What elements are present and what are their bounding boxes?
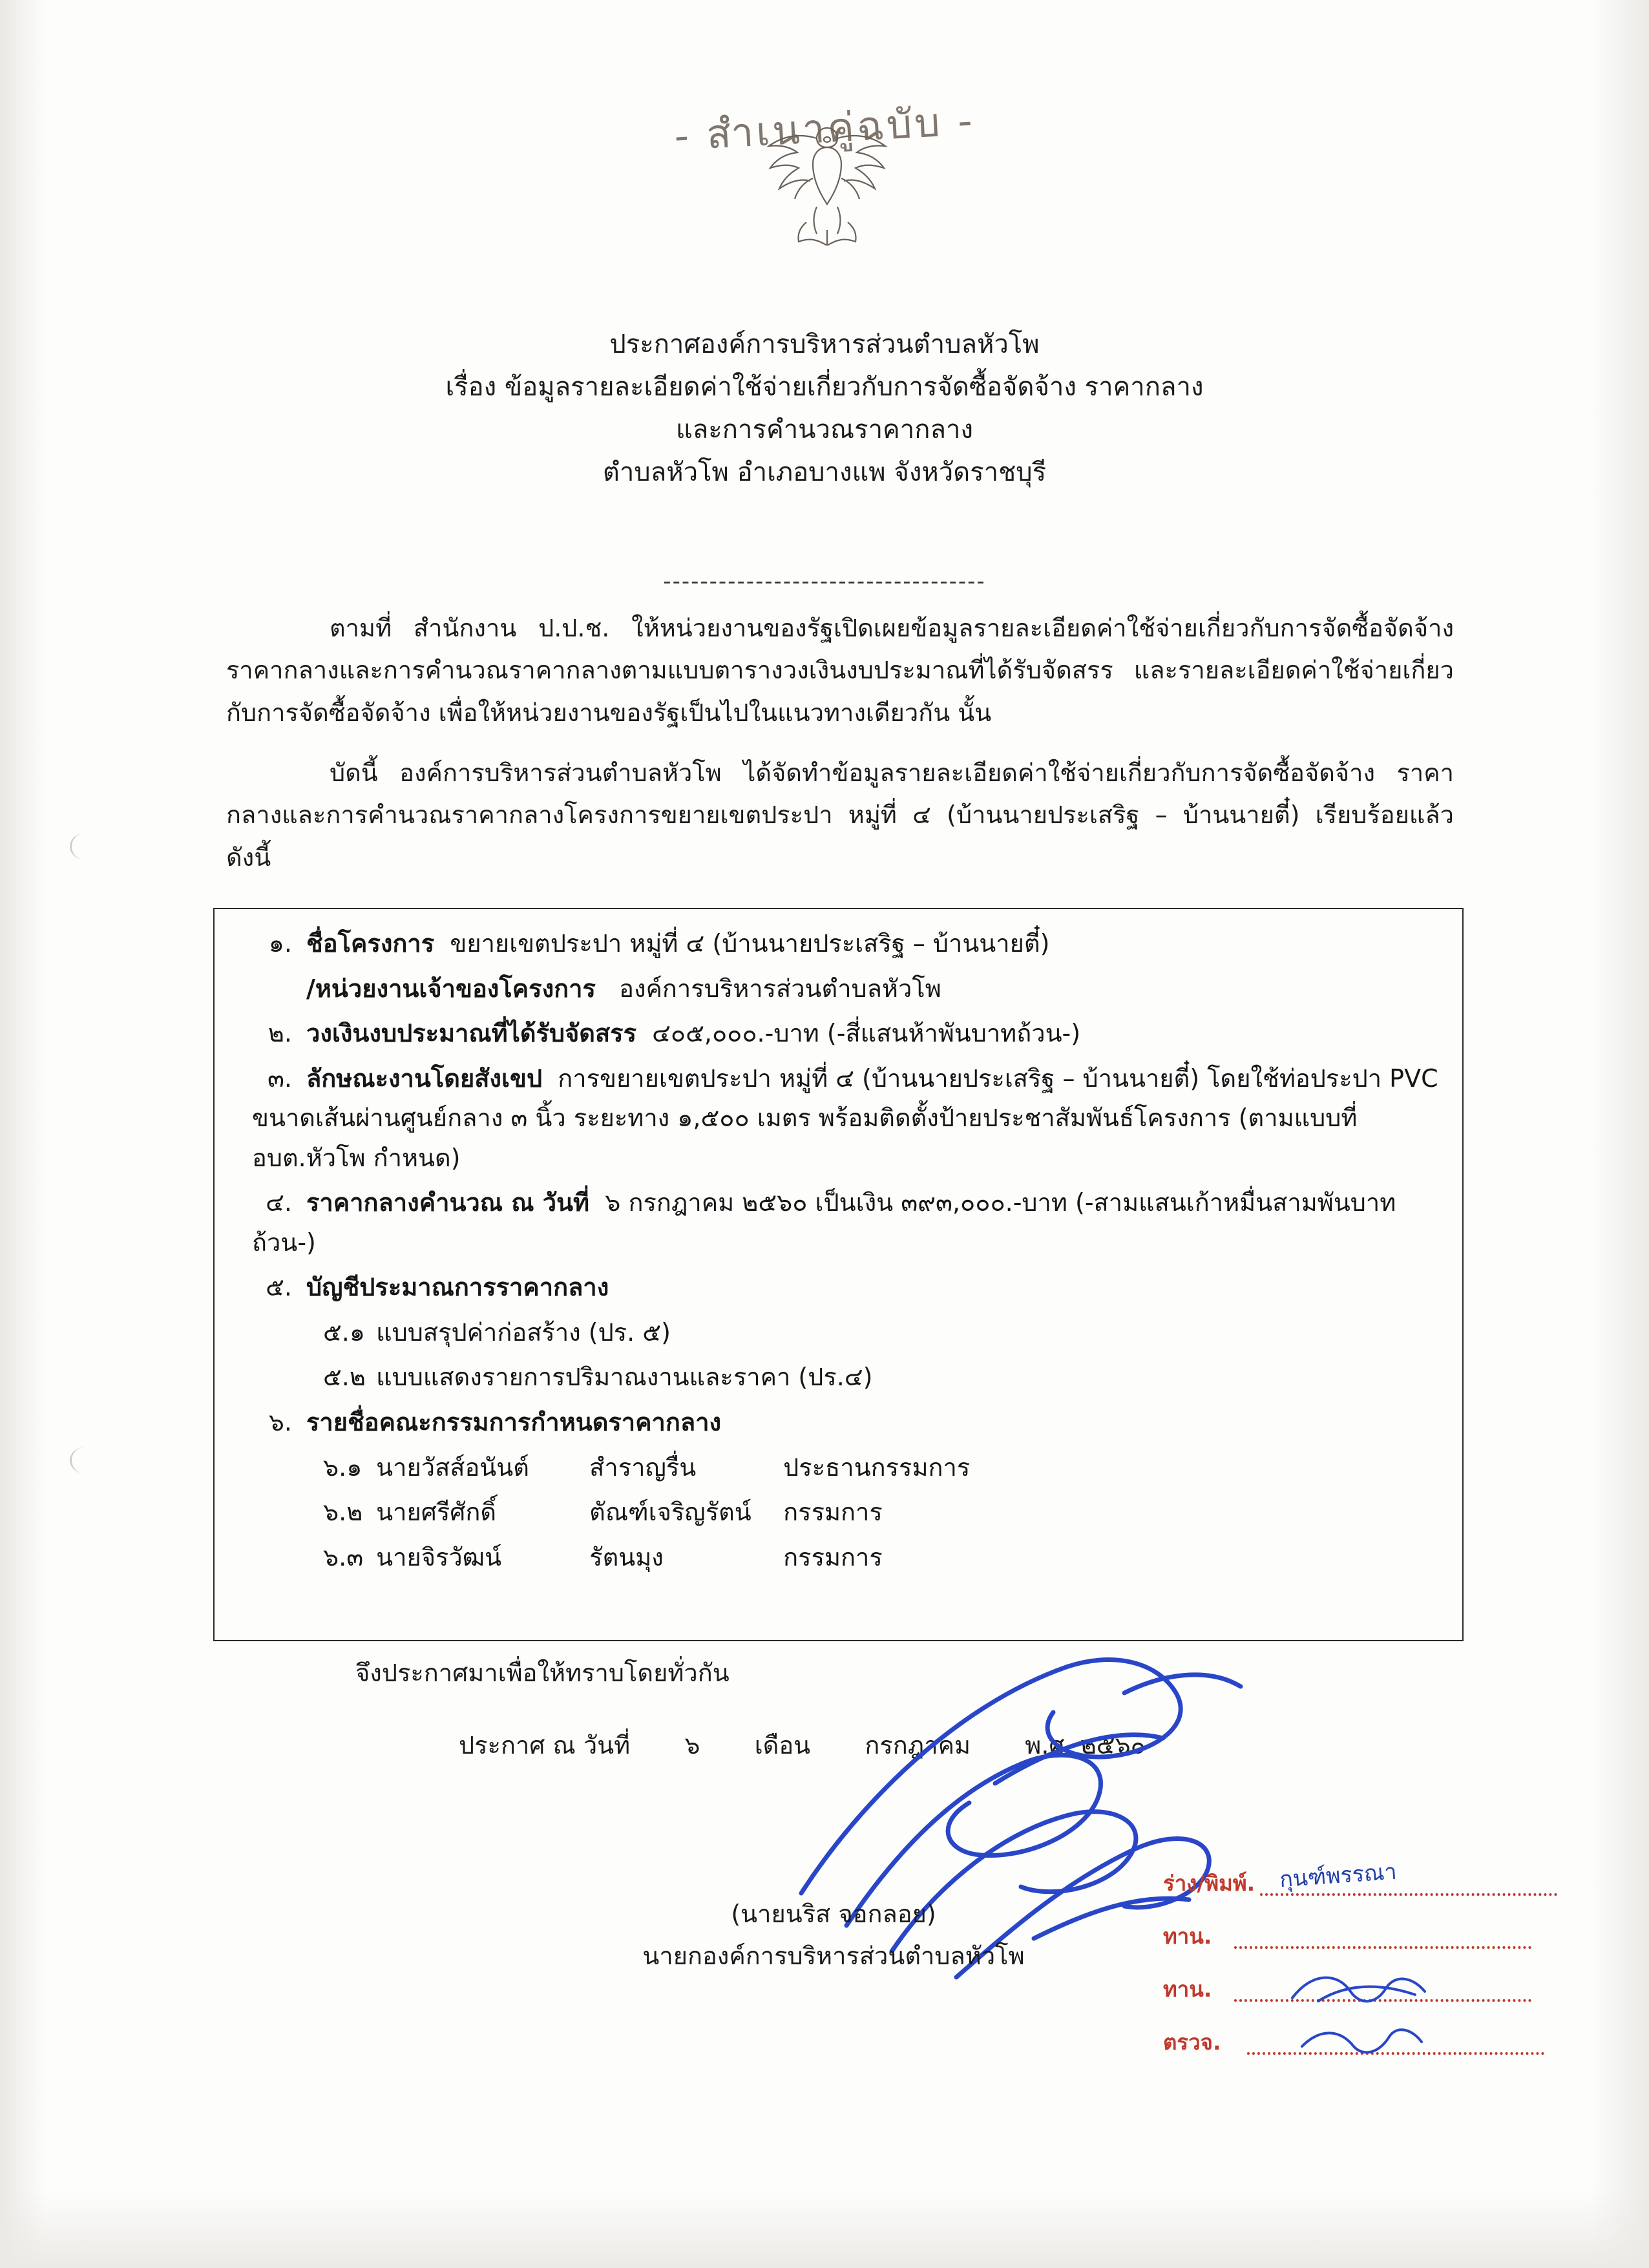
list-item-2 xyxy=(252,1014,1447,1054)
closing-line: จึงประกาศมาเพื่อให้ทราบโดยทั่วกัน xyxy=(355,1659,730,1687)
item-1-label: ชื่อโครงการ xyxy=(306,929,435,958)
header-line-4: ตำบลหัวโพ อำเภอบางแพ จังหวัดราชบุรี xyxy=(602,457,1047,487)
item-6-number: ๖. xyxy=(268,1408,292,1437)
approval-label-verify: ตรวจ. xyxy=(1163,2030,1221,2055)
announce-line xyxy=(459,1723,1441,1767)
approval-row-draft xyxy=(1163,1858,1602,1920)
list-item-6 xyxy=(252,1403,1447,1443)
header-divider: ----------------------------------- xyxy=(663,569,986,594)
committee-row-3 xyxy=(323,1538,1447,1578)
list-item-5 xyxy=(252,1268,1447,1308)
header-line-2: เรื่อง ข้อมูลรายละเอียดค่าใช้จ่ายเกี่ยวกับการจัดซื้อจัดจ้าง ราคากลาง xyxy=(445,372,1204,402)
item-4-number: ๔. xyxy=(266,1188,292,1217)
paragraph-1-text: ตามที่ สำนักงาน ป.ป.ช. ให้หน่วยงานของรัฐเปิดเผยข้อมูลรายละเอียดค่าใช้จ่ายเกี่ยวกับการจัดซื้อจัดจ้าง ราคากลางและการคำนวณราคากลางตามแบบตารางวงเงินงบประมาณที่ได้รับจัดสรร และรายละเอียดค่าใช้จ่ายเกี่ยวกับการจัดซื้อจัดจ้าง เพื่อให้หน่วยงานของรัฐเป็นไปในแนวทางเดียวกัน นั้น xyxy=(226,614,1454,727)
approval-dots xyxy=(1260,1893,1557,1896)
committee-1-number: ๖.๑ xyxy=(323,1453,362,1482)
item-2-number: ๒. xyxy=(268,1019,292,1048)
announce-day: ๖ xyxy=(684,1731,700,1760)
item-2-value: ๔๐๕,๐๐๐.-บาท (-สี่แสนห้าพันบาทถ้วน-) xyxy=(652,1019,1081,1048)
garuda-emblem-icon xyxy=(750,116,905,246)
item-1-owner-value: องค์การบริหารส่วนตำบลหัวโพ xyxy=(619,974,941,1003)
item-5-2-number: ๕.๒ xyxy=(323,1363,366,1392)
hole-punch-mark xyxy=(70,1447,98,1473)
approval-ink-check-2 xyxy=(1279,1966,1447,2014)
item-5-1-number: ๕.๑ xyxy=(323,1318,365,1347)
committee-3-number: ๖.๓ xyxy=(323,1542,364,1571)
approval-dots xyxy=(1234,1946,1531,1949)
approval-ink-verify xyxy=(1292,2017,1434,2066)
approval-label-check-2: ทาน. xyxy=(1163,1977,1212,2002)
header-line-1: ประกาศองค์การบริหารส่วนตำบลหัวโพ xyxy=(609,330,1040,359)
signer-position: นายกองค์การบริหารส่วนตำบลหัวโพ xyxy=(642,1941,1025,1970)
closing-block xyxy=(213,1651,1441,1768)
paragraph-1 xyxy=(226,607,1454,734)
list-item-5-2 xyxy=(323,1358,1447,1398)
committee-1-name: นายวัสส์อนันต์ xyxy=(376,1453,529,1482)
committee-1-surname: สำราญรื่น xyxy=(589,1453,697,1482)
list-item-1 xyxy=(252,924,1447,964)
committee-2-number: ๖.๒ xyxy=(323,1498,363,1527)
committee-3-role: กรรมการ xyxy=(783,1542,883,1571)
committee-row-2 xyxy=(323,1493,1447,1533)
approval-stamp xyxy=(1163,1858,1602,2079)
committee-3-name: นายจิรวัฒน์ xyxy=(376,1542,502,1571)
header-line-3: และการคำนวณราคากลาง xyxy=(676,415,973,445)
signer-name: (นายนริส จอกลอย) xyxy=(731,1900,936,1928)
document-header xyxy=(0,323,1649,494)
document-body xyxy=(226,607,1454,897)
approval-ink-draft: กุนฑ์พรรณา xyxy=(1278,1858,1398,1893)
list-item-5-1 xyxy=(323,1313,1447,1353)
item-3-label: ลักษณะงานโดยสังเขป xyxy=(306,1064,543,1093)
item-1-number: ๑. xyxy=(268,929,292,958)
item-2-label: วงเงินงบประมาณที่ได้รับจัดสรร xyxy=(306,1019,636,1048)
approval-label-draft: ร่าง/พิมพ์. xyxy=(1163,1871,1255,1896)
committee-2-name: นายศรีศักดิ์ xyxy=(376,1498,497,1527)
item-5-2-text: แบบแสดงรายการปริมาณงานและราคา (ปร.๔) xyxy=(376,1363,873,1392)
announce-year: ๒๕๖๐ xyxy=(1080,1731,1146,1760)
committee-2-surname: ตัณฑ์เจริญรัตน์ xyxy=(589,1498,751,1527)
item-6-label: รายชื่อคณะกรรมการกำหนดราคากลาง xyxy=(306,1408,722,1437)
item-4-value: ๖ กรกฎาคม ๒๕๖๐ เป็นเงิน ๓๙๓,๐๐๐.-บาท (-สามแสนเก้าหมื่นสามพันบาทถ้วน-) xyxy=(252,1188,1396,1257)
item-1-value: ขยายเขตประปา หมู่ที่ ๔ (บ้านนายประเสริฐ – บ้านนายตี๋) xyxy=(450,929,1050,958)
hole-punch-mark xyxy=(70,834,98,859)
paragraph-2 xyxy=(226,752,1454,879)
item-5-label: บัญชีประมาณการราคากลาง xyxy=(306,1273,609,1302)
committee-row-1 xyxy=(323,1448,1447,1488)
copy-stamp: - สำเนาคู่ฉบับ - xyxy=(673,96,976,160)
list-item-3 xyxy=(252,1059,1447,1179)
announce-month-label: เดือน xyxy=(754,1731,811,1760)
item-5-1-text: แบบสรุปค่าก่อสร้าง (ปร. ๕) xyxy=(376,1318,671,1347)
announce-prefix: ประกาศ ณ วันที่ xyxy=(459,1731,631,1760)
item-4-label: ราคากลางคำนวณ ณ วันที่ xyxy=(306,1188,590,1217)
committee-1-role: ประธานกรรมการ xyxy=(783,1453,971,1482)
item-3-number: ๓. xyxy=(267,1064,292,1093)
list-item-4 xyxy=(252,1183,1447,1263)
item-3-value: การขยายเขตประปา หมู่ที่ ๔ (บ้านนายประเสริฐ – บ้านนายตี๋) โดยใช้ท่อประปา PVC ขนาดเส้นผ่านศูนย์กลาง ๓ นิ้ว ระยะทาง ๑,๕๐๐ เมตร พร้อมติดตั้งป้ายประชาสัมพันธ์โครงการ (ตามแบบที่ อบต.หัวโพ กำหนด) xyxy=(252,1064,1438,1172)
details-list xyxy=(252,924,1447,1582)
committee-3-surname: รัตนมุง xyxy=(589,1542,664,1571)
signer-block xyxy=(543,1893,1124,1977)
approval-row-verify xyxy=(1163,2026,1602,2079)
paragraph-2-text: บัดนี้ องค์การบริหารส่วนตำบลหัวโพ ได้จัดทำข้อมูลรายละเอียดค่าใช้จ่ายเกี่ยวกับการจัดซื้อจัดจ้าง ราคากลางและการคำนวณราคากลางโครงการขยายเขตประปา หมู่ที่ ๔ (บ้านนายประเสริฐ – บ้านนายตี๋) เรียบร้อยแล้ว ดังนี้ xyxy=(226,759,1454,872)
scan-shadow-bottom xyxy=(0,2190,1649,2268)
announce-month: กรกฎาคม xyxy=(865,1731,971,1760)
approval-label-check-1: ทาน. xyxy=(1163,1924,1212,1949)
list-item-1-line2 xyxy=(252,969,1447,1009)
committee-2-role: กรรมการ xyxy=(783,1498,883,1527)
item-1-owner-label: /หน่วยงานเจ้าของโครงการ xyxy=(306,974,596,1003)
announce-year-label: พ.ศ. xyxy=(1025,1731,1073,1760)
item-5-number: ๕. xyxy=(266,1273,292,1302)
